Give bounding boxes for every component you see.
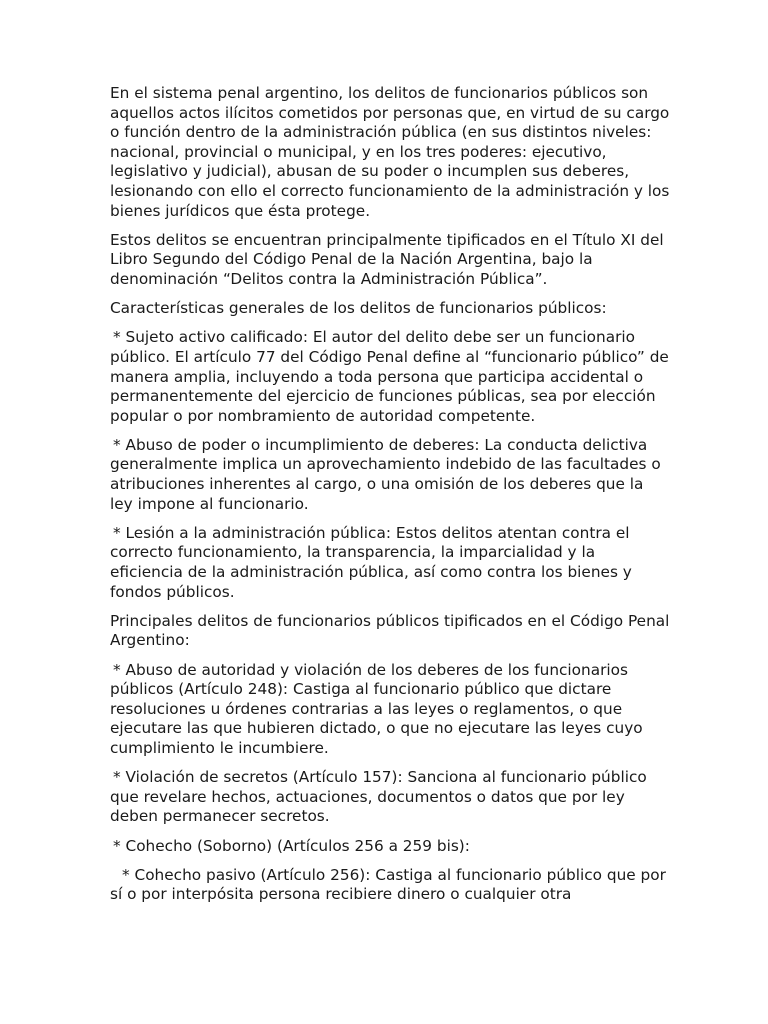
list-item-sujeto-activo: * Sujeto activo calificado: El autor del delito debe ser un funcionario público. El artículo 77 del Código Penal define al “funcionario público” de manera amplia, incluyendo a toda persona que participa accidental o permanentemente del ejercicio de funciones públicas, sea por elección popular o por nombramiento de autoridad competente. [110, 328, 669, 425]
document-page [110, 84, 670, 915]
heading-caracteristicas: Características generales de los delitos de funcionarios públicos: [110, 299, 607, 318]
list-item-abuso-de-autoridad: * Abuso de autoridad y violación de los deberes de los funcionarios públicos (Artículo 248): Castiga al funcionario público que dictare resoluciones u órdenes contrarias a las leyes o reglamentos, o que ejecutare las que hubieren dictado, o que no ejecutare las leyes cuyo cumplimiento le incumbiere. [110, 660, 643, 757]
list-item-cohecho: * Cohecho (Soborno) (Artículos 256 a 259 bis): [113, 836, 470, 855]
list-item-violacion-secretos: * Violación de secretos (Artículo 157): Sanciona al funcionario público que revelare hechos, actuaciones, documentos o datos que por ley deben permanecer secretos. [110, 768, 647, 826]
list-item-cohecho-pasivo: * Cohecho pasivo (Artículo 256): Castiga al funcionario público que por sí o por interpósita persona recibiere dinero o cualquier otra [110, 865, 666, 904]
paragraph-intro: En el sistema penal argentino, los delitos de funcionarios públicos son aquellos actos ilícitos cometidos por personas que, en virtud de su cargo o función dentro de la administración pública (en sus distintos niveles: nacional, provincial o municipal, y en los tres poderes: ejecutivo, legislativo y judicial), abusan de su poder o incumplen sus deberes, lesionando con ello el correcto funcionamiento de la administración y los bienes jurídicos que ésta protege. [110, 84, 670, 220]
paragraph-tipificacion: Estos delitos se encuentran principalmente tipificados en el Título XI del Libro Segundo del Código Penal de la Nación Argentina, bajo la denominación “Delitos contra la Administración Pública”. [110, 230, 664, 288]
list-item-lesion-administracion: * Lesión a la administración pública: Estos delitos atentan contra el correcto funcionamiento, la transparencia, la imparcialidad y la eficiencia de la administración pública, así como contra los bienes y fondos públicos. [110, 523, 632, 601]
list-item-abuso-de-poder: * Abuso de poder o incumplimiento de deberes: La conducta delictiva generalmente implica un aprovechamiento indebido de las facultades o atribuciones inherentes al cargo, o una omisión de los deberes que la ley impone al funcionario. [110, 435, 661, 513]
heading-principales-delitos: Principales delitos de funcionarios públicos tipificados en el Código Penal Argentino: [110, 611, 670, 650]
